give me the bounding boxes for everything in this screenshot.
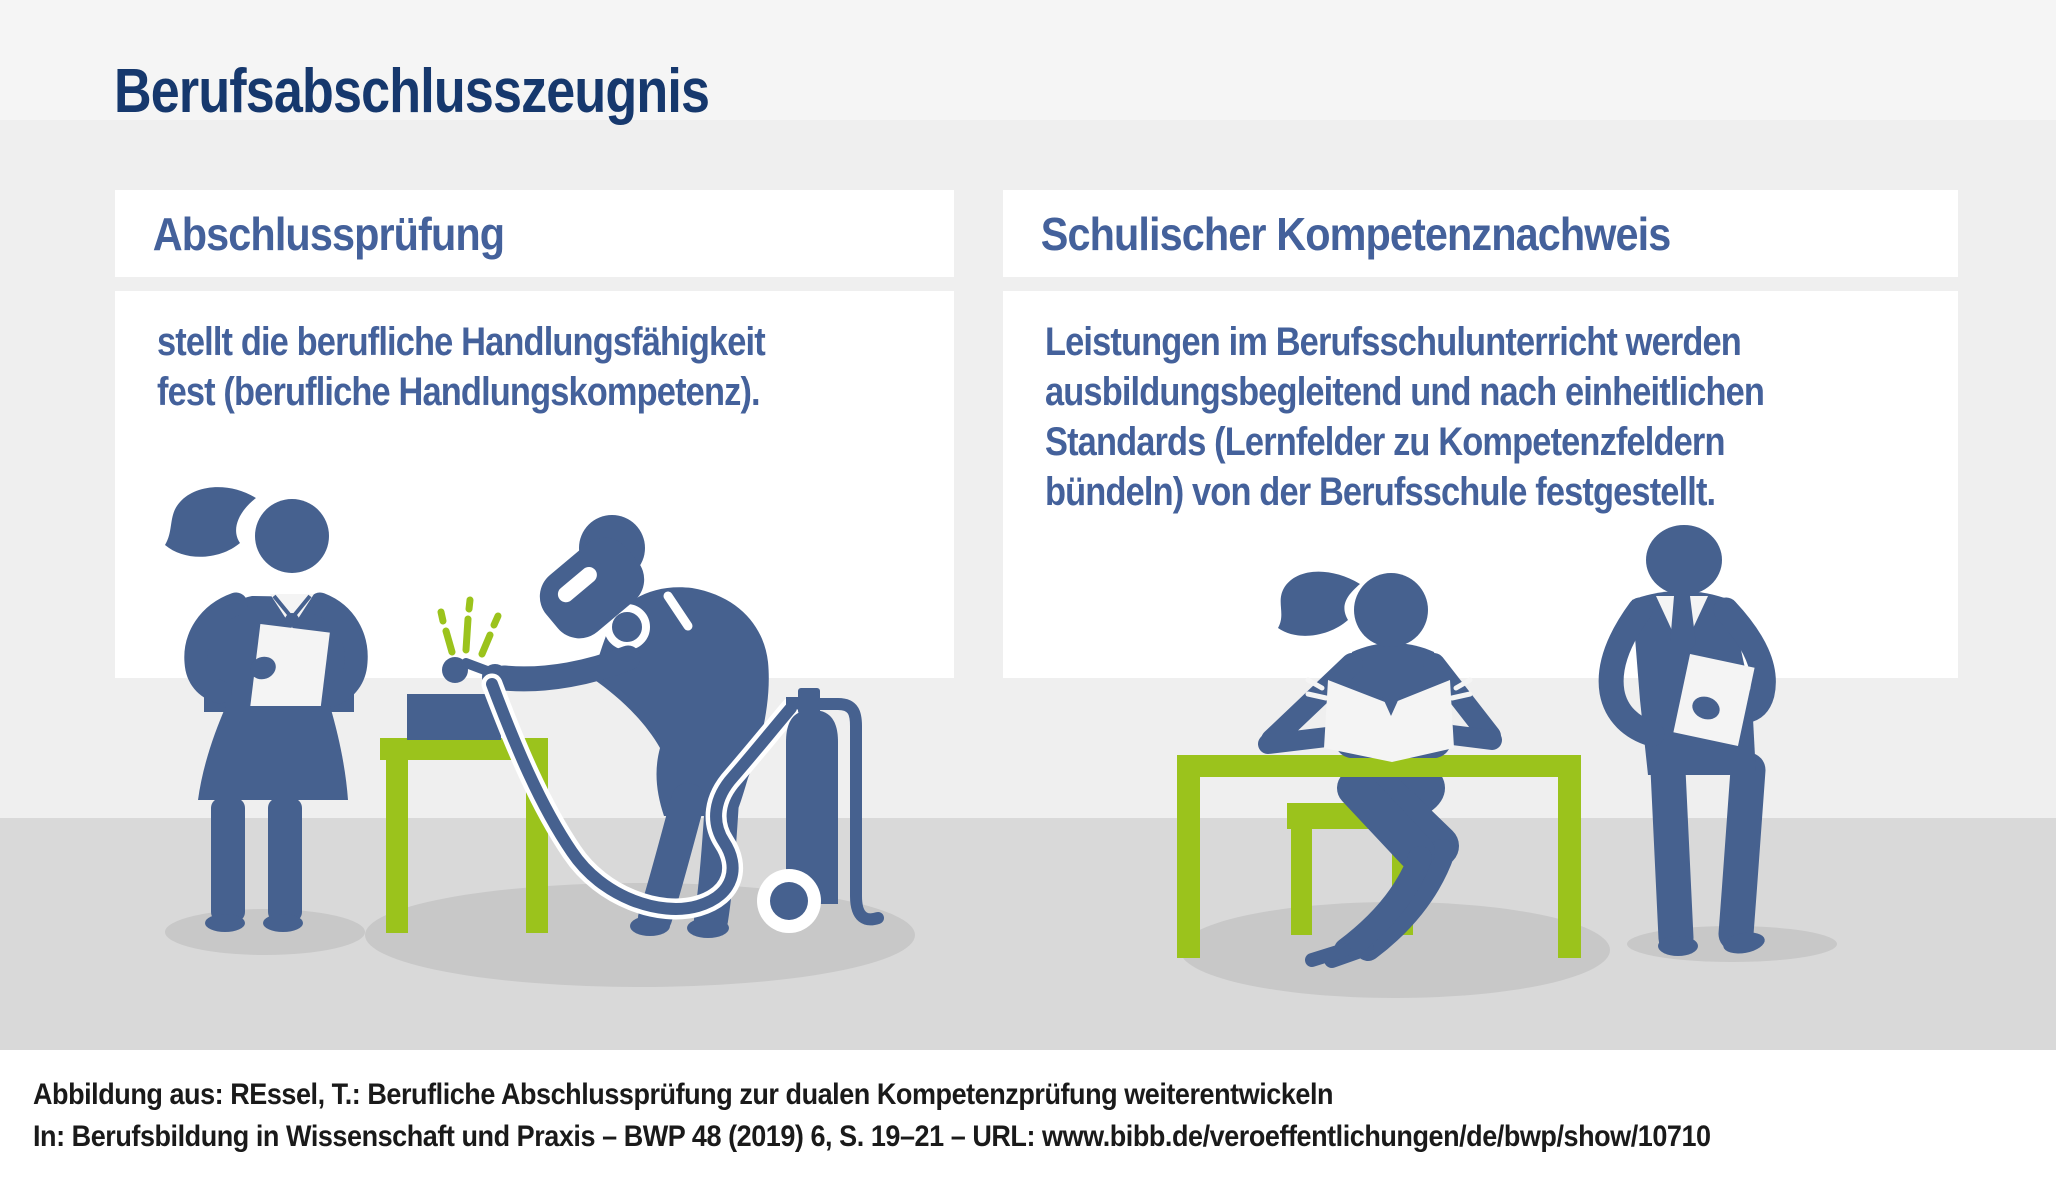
teacher-icon xyxy=(1611,525,1766,956)
desk-leg xyxy=(1558,775,1581,958)
right-body-line: Standards (Lernfelder zu Kompetenzfeldern xyxy=(1045,420,1725,464)
examiner-head xyxy=(255,499,329,573)
welder-foot xyxy=(687,918,729,938)
left-header-label: Abschlussprüfung xyxy=(152,207,505,260)
student-ponytail xyxy=(1278,572,1360,636)
school-scene-illustration xyxy=(1177,525,1837,998)
source-caption xyxy=(33,1074,1897,1158)
teacher-foot xyxy=(1658,936,1698,956)
teacher-head xyxy=(1646,525,1722,595)
workpiece-block xyxy=(407,694,501,740)
examiner-ponytail xyxy=(165,487,256,557)
examiner-woman-icon xyxy=(165,487,356,932)
examiner-foot xyxy=(205,914,245,932)
examiner-shadow xyxy=(165,909,365,955)
cylinder-valve-outlet xyxy=(786,697,800,707)
cart-wheel-hub xyxy=(770,882,808,920)
right-header-label: Schulischer Kompetenznachweis xyxy=(1040,207,1671,260)
left-body-line: stellt die berufliche Handlungsfähigkeit xyxy=(157,320,765,364)
caption-line-2: In: Berufsbildung in Wissenschaft und Praxis – BWP 48 (2019) 6, S. 19–21 – URL: www.bibb.de/veroeffentlichungen/de/bwp/show/10710 xyxy=(33,1120,1711,1153)
welding-torch-icon xyxy=(466,663,490,672)
examiner-leg xyxy=(211,798,245,922)
student-reading-icon xyxy=(1268,572,1492,762)
desk-leg xyxy=(1177,775,1200,958)
teacher-leg xyxy=(1736,770,1748,934)
right-body-line: bündeln) von der Berufsschule festgestellt. xyxy=(1045,470,1716,514)
right-body-line: Leistungen im Berufsschulunterricht werden xyxy=(1045,320,1741,364)
student-head xyxy=(1354,573,1428,647)
teacher-leg xyxy=(1668,770,1676,938)
welding-table-leg xyxy=(386,758,408,933)
examiner-skirt xyxy=(198,706,348,800)
welder-foot xyxy=(630,916,670,936)
examiner-foot xyxy=(263,914,303,932)
right-body-line: ausbildungsbegleitend und nach einheitlichen xyxy=(1045,370,1765,414)
left-body-line: fest (berufliche Handlungskompetenz). xyxy=(157,370,760,414)
page-title: Berufsabschlusszeugnis xyxy=(114,57,710,126)
student-foot xyxy=(1312,950,1344,960)
caption-line-1: Abbildung aus: REssel, T.: Berufliche Abschlussprüfung zur dualen Kompetenzprüfung weiterentwickeln xyxy=(33,1078,1334,1111)
examiner-leg xyxy=(268,798,302,922)
examiner-pendant xyxy=(285,613,299,627)
cylinder-valve xyxy=(798,688,820,714)
welder-arm xyxy=(504,658,628,679)
examination-scene-illustration xyxy=(165,487,915,987)
welding-sparks-icon xyxy=(441,600,498,654)
